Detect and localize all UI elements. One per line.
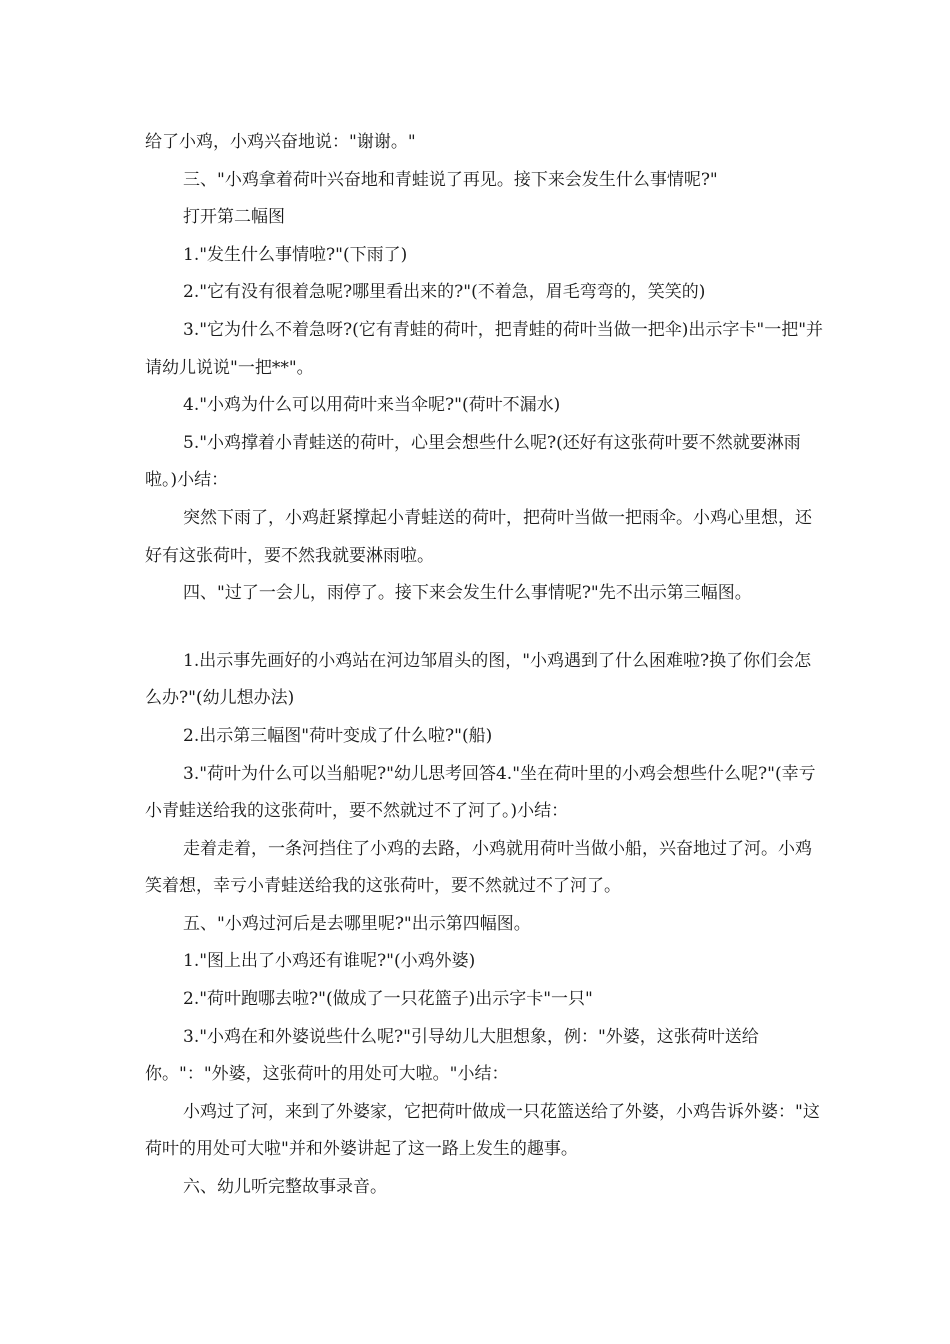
list-item: 3."它为什么不着急呀?(它有青蛙的荷叶，把青蛙的荷叶当做一把伞)出示字卡"一把"并请幼儿说说"一把**"。 [145,319,824,378]
section-heading: 三、"小鸡拿着荷叶兴奋地和青蛙说了再见。接下来会发生什么事情呢?" [183,169,718,190]
list-item: 4."小鸡为什么可以用荷叶来当伞呢?"(荷叶不漏水) [183,395,561,416]
section-heading: 四、"过了一会儿，雨停了。接下来会发生什么事情呢?"先不出示第三幅图。 [183,583,752,604]
list-item: 5."小鸡撑着小青蛙送的荷叶，心里会想些什么呢?(还好有这张荷叶要不然就要淋雨啦。)小结： [145,432,801,491]
list-item: 2."它有没有很着急呢?哪里看出来的?"(不着急，眉毛弯弯的，笑笑的) [183,282,706,303]
paragraph: 给了小鸡，小鸡兴奋地说："谢谢。" [145,132,416,152]
paragraph-gap [145,613,825,643]
list-item: 3."荷叶为什么可以当船呢?"幼儿思考回答4."坐在荷叶里的小鸡会想些什么呢?"(幸亏小青蛙送给我的这张荷叶，要不然就过不了河了。)小结： [145,763,816,822]
section-heading: 六、幼儿听完整故事录音。 [183,1177,387,1198]
summary-paragraph: 突然下雨了，小鸡赶紧撑起小青蛙送的荷叶，把荷叶当做一把雨伞。小鸡心里想，还好有这张荷叶，要不然我就要淋雨啦。 [145,507,812,566]
section-heading: 五、"小鸡过河后是去哪里呢?"出示第四幅图。 [183,913,531,934]
list-item: 1."发生什么事情啦?"(下雨了) [183,244,408,265]
list-item: 2.出示第三幅图"荷叶变成了什么啦?"(船) [183,725,493,746]
summary-paragraph: 走着走着，一条河挡住了小鸡的去路，小鸡就用荷叶当做小船，兴奋地过了河。小鸡笑着想，幸亏小青蛙送给我的这张荷叶，要不然就过不了河了。 [145,838,812,897]
list-item: 3."小鸡在和外婆说些什么呢?"引导幼儿大胆想象，例："外婆，这张荷叶送给你。"："外婆，这张荷叶的用处可大啦。"小结： [145,1026,759,1085]
list-item: 1."图上出了小鸡还有谁呢?"(小鸡外婆) [183,951,476,972]
summary-paragraph: 小鸡过了河，来到了外婆家，它把荷叶做成一只花篮送给了外婆，小鸡告诉外婆："这荷叶的用处可大啦"并和外婆讲起了这一路上发生的趣事。 [145,1101,820,1160]
document-body [145,124,825,1207]
list-item: 2."荷叶跑哪去啦?"(做成了一只花篮子)出示字卡"一只" [183,989,593,1010]
list-item: 1.出示事先画好的小鸡站在河边邹眉头的图，"小鸡遇到了什么困难啦?换了你们会怎么办?"(幼儿想办法) [145,650,812,709]
paragraph: 打开第二幅图 [183,207,285,228]
